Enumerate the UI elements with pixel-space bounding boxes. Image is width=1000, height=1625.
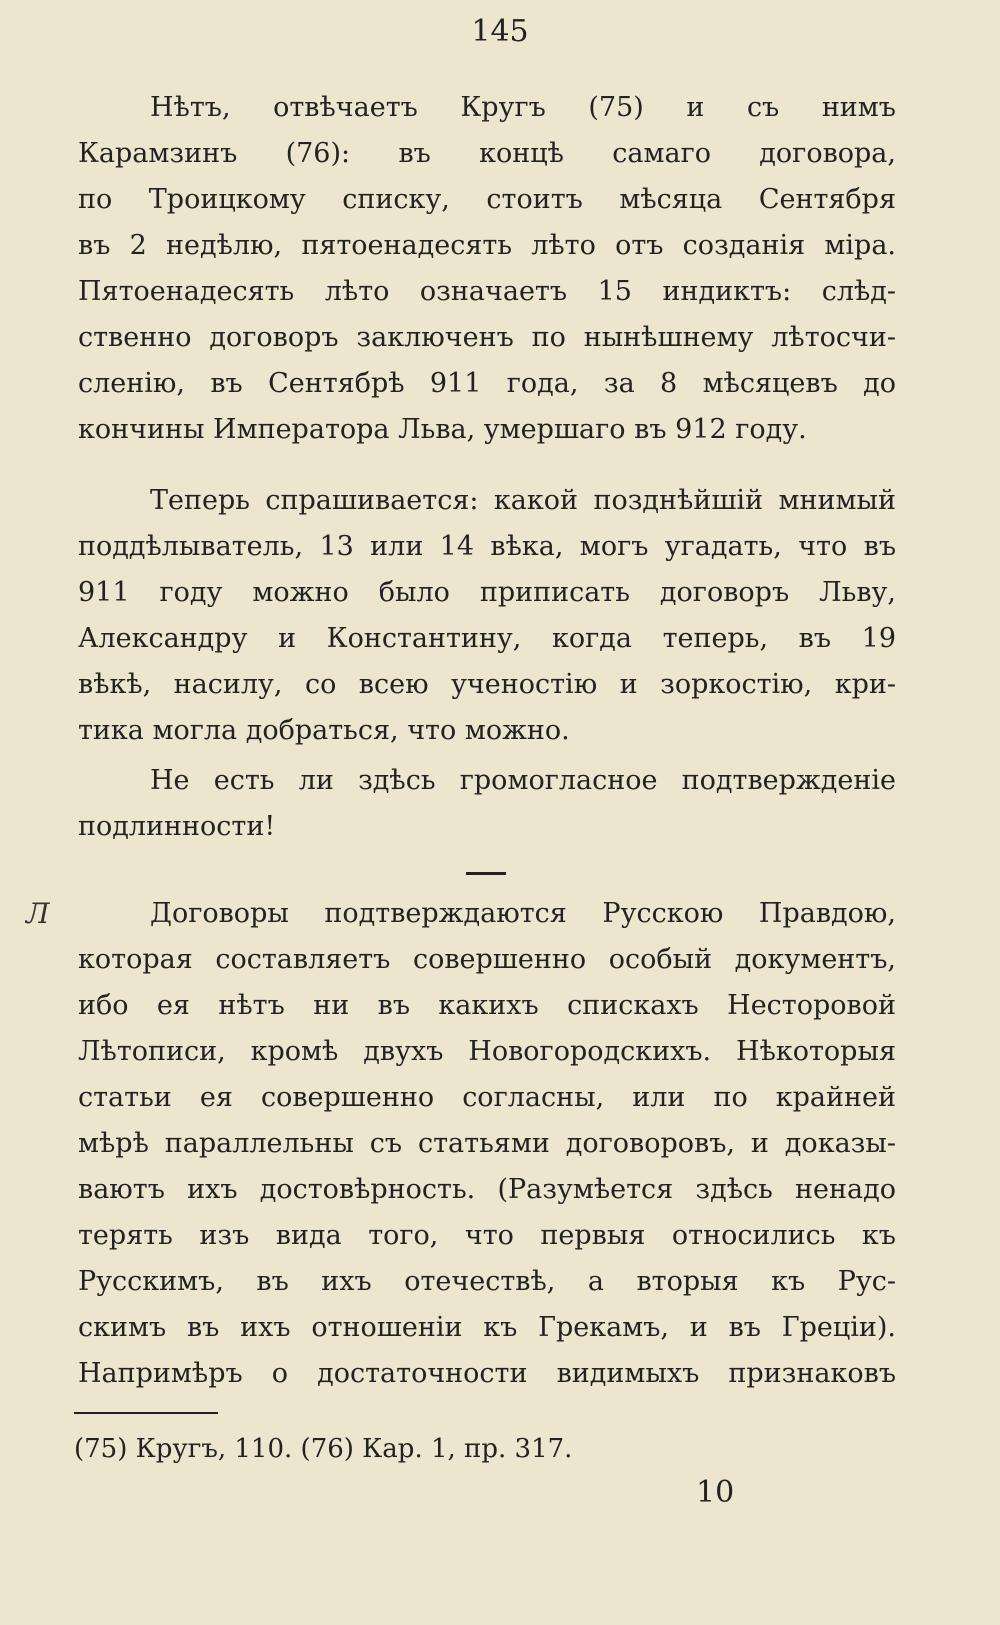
signature-mark: 10	[696, 1475, 735, 1510]
paragraph-2	[78, 478, 896, 754]
text-line: Теперь спрашивается: какой позднѣйшій мнимый	[150, 485, 896, 516]
text-line: Не есть ли здѣсь громогласное подтвержденіе	[150, 765, 896, 796]
text-line: Русскимъ, въ ихъ отечествѣ, а вторыя къ Рус-	[78, 1266, 896, 1297]
text-line: ибо ея нѣтъ ни въ какихъ спискахъ Несторовой	[78, 990, 896, 1021]
text-line: Александру и Константину, когда теперь, въ 19	[78, 623, 896, 654]
text-line: кончины Императора Льва, умершаго въ 912 году.	[78, 414, 807, 445]
text-line: Нѣтъ, отвѣчаетъ Кругъ (75) и съ нимъ	[150, 92, 896, 123]
text-line: Напримѣръ о достаточности видимыхъ признаковъ	[78, 1358, 896, 1389]
text-line: въ 2 недѣлю, пятоенадесять лѣто отъ созданія міра.	[78, 230, 896, 261]
text-line: 911 году можно было приписать договоръ Льву,	[78, 577, 896, 608]
paragraph-4	[78, 891, 896, 1397]
paragraph-1	[78, 85, 896, 453]
text-line: Пятоенадесять лѣто означаетъ 15 индиктъ: слѣд-	[78, 276, 896, 307]
text-line: Карамзинъ (76): въ концѣ самаго договора,	[78, 138, 896, 169]
page-number: 145	[471, 14, 529, 49]
footnote: (75) Кругъ, 110. (76) Кар. 1, пр. 317.	[74, 1434, 573, 1464]
text-line: тика могла добраться, что можно.	[78, 715, 570, 746]
text-line: мѣрѣ параллельны съ статьями договоровъ, и доказы-	[78, 1128, 896, 1159]
text-line: Лѣтописи, кромѣ двухъ Новогородскихъ. Нѣкоторыя	[78, 1036, 896, 1067]
footnote-rule	[74, 1412, 218, 1414]
text-line: сленію, въ Сентябрѣ 911 года, за 8 мѣсяцевъ до	[78, 368, 896, 399]
text-line: подлинности!	[78, 811, 276, 842]
text-line: поддѣлыватель, 13 или 14 вѣка, могъ угадать, что въ	[78, 531, 896, 562]
paragraph-3	[78, 758, 896, 850]
text-line: по Троицкому списку, стоитъ мѣсяца Сентября	[78, 184, 896, 215]
text-line: статьи ея совершенно согласны, или по крайней	[78, 1082, 896, 1113]
text-line: которая составляетъ совершенно особый документъ,	[78, 944, 896, 975]
text-line: ственно договоръ заключенъ по нынѣшнему лѣтосчи-	[78, 322, 896, 353]
handwritten-margin-note: Л	[26, 897, 50, 930]
section-separator	[466, 872, 506, 875]
text-line: терять изъ вида того, что первыя относились къ	[78, 1220, 896, 1251]
text-line: скимъ въ ихъ отношеніи къ Грекамъ, и въ Греціи).	[78, 1312, 896, 1343]
text-line: ваютъ ихъ достовѣрность. (Разумѣется здѣсь ненадо	[78, 1174, 896, 1205]
text-line: вѣкѣ, насилу, со всею ученостію и зоркостію, кри-	[78, 669, 896, 700]
text-line: Договоры подтверждаются Русскою Правдою,	[150, 898, 896, 929]
